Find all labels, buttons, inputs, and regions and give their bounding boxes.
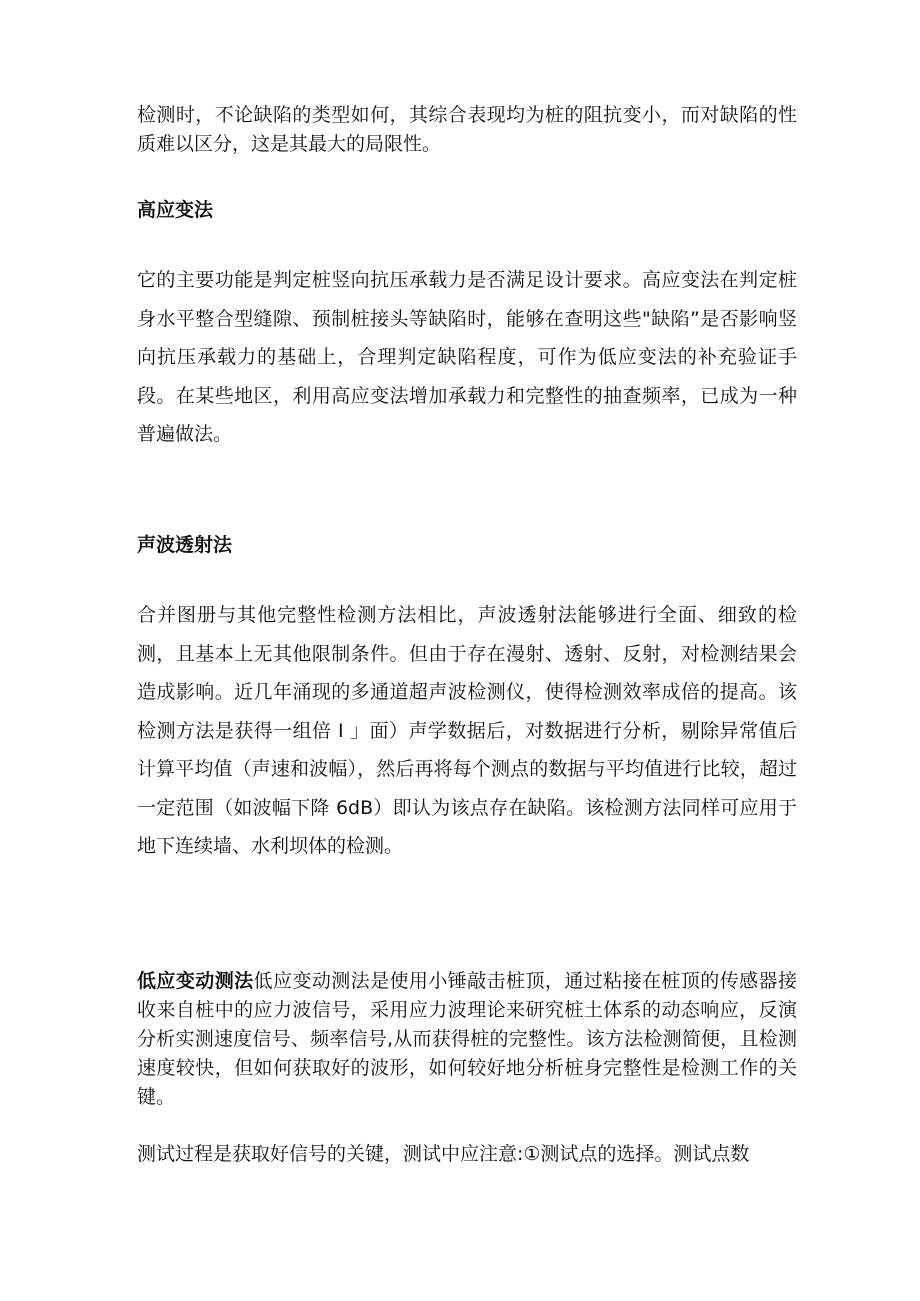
high-strain-heading: 高应变法 — [137, 199, 214, 221]
test-process-paragraph: 测试过程是获取好信号的关键，测试中应注意:①测试点的选择。测试点数 — [137, 1143, 750, 1165]
high-strain-paragraph: 它的主要功能是判定桩竖向抗压承载力是否满足设计要求。高应变法在判定桩身水平整合型缝隙、预制桩接头等缺陷时，能够在查明这些"缺陷”是否影响竖向抗压承载力的基础上，合理判定缺陷程度，可作为低应变法的补充验证手段。在某些地区，利用高应变法增加承载力和完整性的抽查频率，已成为一种普遍做法。 — [137, 269, 797, 445]
sonic-heading: 声波透射法 — [137, 534, 233, 556]
low-strain-body: 低应变动测法是使用小锤敲击桩顶，通过粘接在桩顶的传感器接收来自桩中的应力波信号，采用应力波理论来研究桩土体系的动态响应，反演分析实测速度信号、频率信号,从而获得桩的完整性。该方法检测简便，且检测速度较快，但如何获取好的波形，如何较好地分析桩身完整性是检测工作的关键。 — [137, 970, 797, 1108]
low-strain-title: 低应变动测法 — [137, 970, 254, 992]
sonic-paragraph: 合并图册与其他完整性检测方法相比，声波透射法能够进行全面、细致的检测，且基本上无其他限制条件。但由于存在漫射、透射、反射，对检测结果会造成影响。近几年涌现的多通道超声波检测仪，使得检测效率成倍的提高。该检测方法是获得一组倍 I 」面）声学数据后，对数据进行分析，剔除异常值后计算平均值（声速和波幅），然后再将每个测点的数据与平均值进行比较，超过一定范围（如波幅下降 6dB）即认为该点存在缺陷。该检测方法同样可应用于地下连续墙、水利坝体的检测。 — [137, 604, 797, 857]
low-strain-paragraph — [137, 967, 797, 1112]
intro-tail-paragraph: 检测时，不论缺陷的类型如何，其综合表现均为桩的阻抗变小，而对缺陷的性质难以区分，这是其最大的局限性。 — [137, 104, 797, 155]
